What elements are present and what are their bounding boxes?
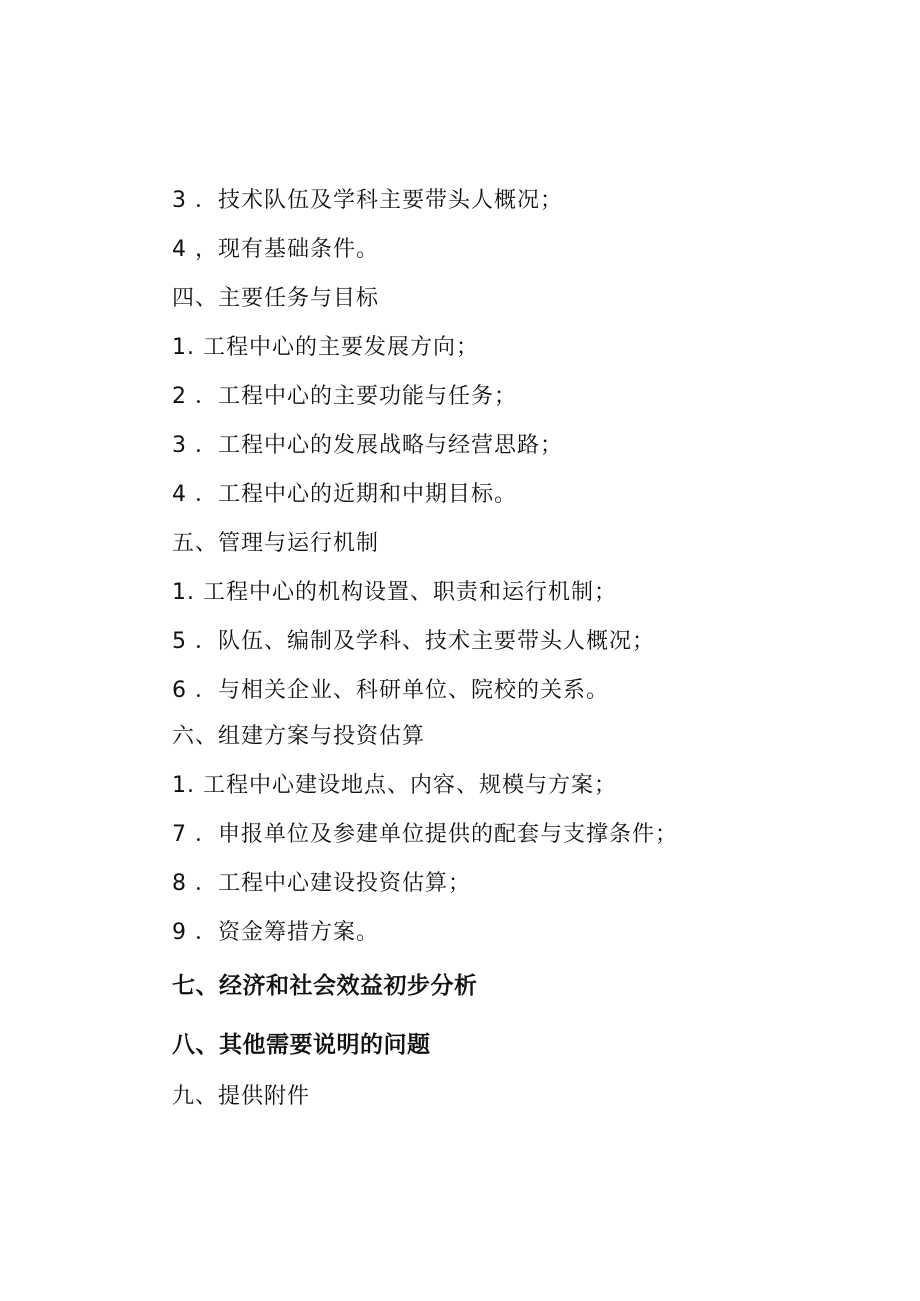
list-item-strategy: 3 ．工程中心的发展战略与经营思路； <box>172 433 563 458</box>
section-heading-benefits: 七、经济和社会效益初步分析 <box>172 973 478 999</box>
list-item-development-direction: 1. 工程中心的主要发展方向； <box>172 335 479 360</box>
section-heading-main-tasks: 四、主要任务与目标 <box>172 286 380 311</box>
list-item-existing-conditions: 4 ，现有基础条件。 <box>172 237 379 262</box>
list-item-funding-plan: 9 ．资金筹措方案。 <box>172 920 379 945</box>
list-item-investment-estimate: 8 ．工程中心建设投资估算； <box>172 871 471 896</box>
list-item-supporting-conditions: 7 ．申报单位及参建单位提供的配套与支撑条件； <box>172 822 678 847</box>
section-heading-plan-investment: 六、组建方案与投资估算 <box>172 724 426 749</box>
list-item-tech-team: 3 ．技术队伍及学科主要带头人概况； <box>172 188 563 213</box>
list-item-organization: 1. 工程中心的机构设置、职责和运行机制； <box>172 580 617 605</box>
list-item-site-content: 1. 工程中心建设地点、内容、规模与方案； <box>172 773 617 798</box>
list-item-functions-tasks: 2 ．工程中心的主要功能与任务； <box>172 384 517 409</box>
list-item-relations: 6 ．与相关企业、科研单位、院校的关系。 <box>172 678 609 703</box>
section-heading-attachments: 九、提供附件 <box>172 1084 311 1109</box>
section-heading-other-issues: 八、其他需要说明的问题 <box>172 1032 431 1058</box>
list-item-goals: 4 ．工程中心的近期和中期目标。 <box>172 482 517 507</box>
section-heading-management: 五、管理与运行机制 <box>172 531 380 556</box>
list-item-staffing: 5 ．队伍、编制及学科、技术主要带头人概况； <box>172 629 655 654</box>
